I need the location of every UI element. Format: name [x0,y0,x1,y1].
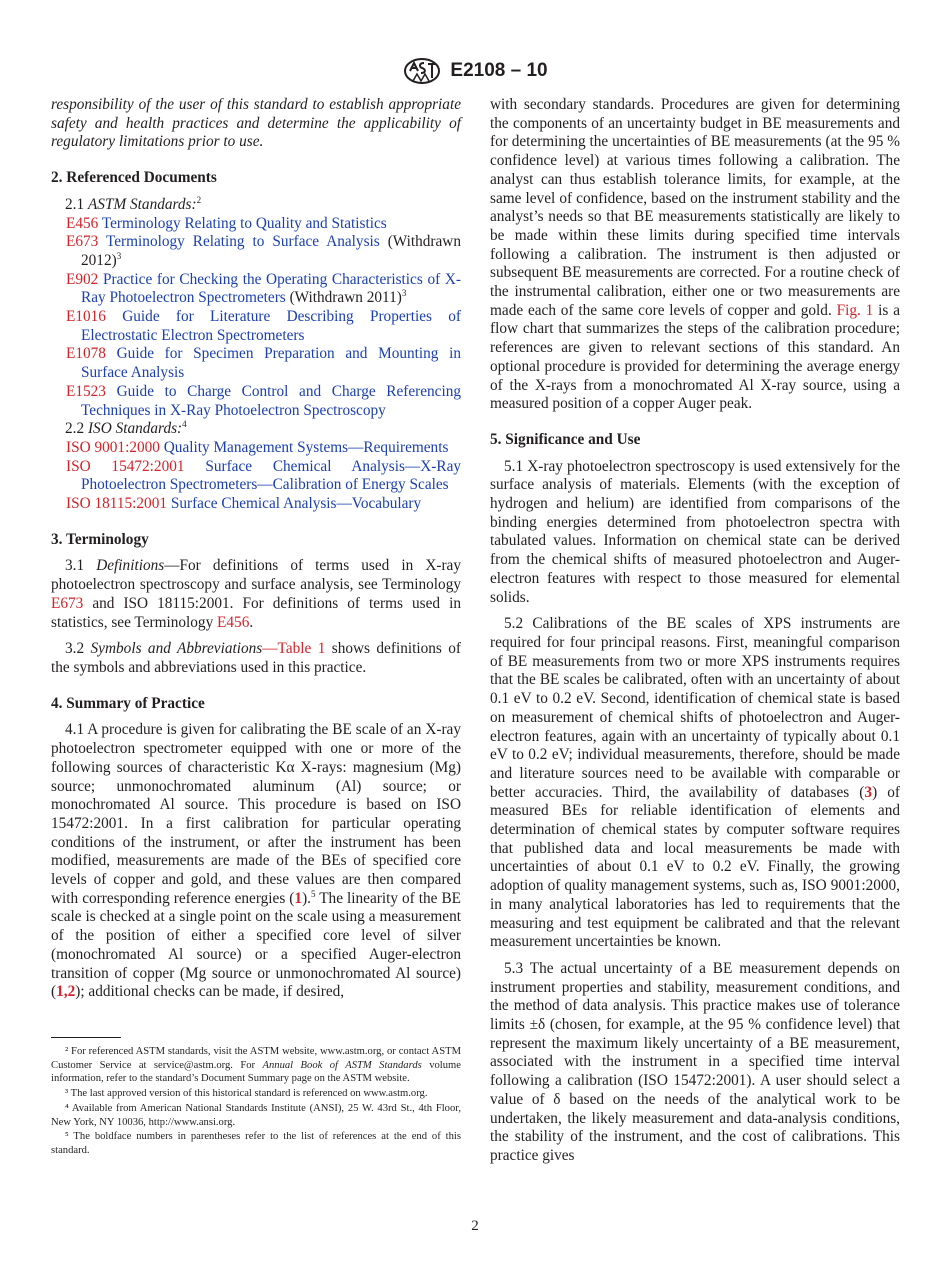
iso-ref-item[interactable]: ISO 18115:2001 Surface Chemical Analysis—Vocabulary [66,495,422,513]
ref-item[interactable]: E1523 Guide to Charge Control and Charge Referencing Techniques in X-Ray Photoelectron Spectroscopy [66,382,462,419]
ref-link[interactable]: 1,2 [56,983,76,1001]
ref-item[interactable]: E1016 Guide for Literature Describing Properties of Electrostatic Electron Spectrometers [66,308,461,344]
footnote-rule [51,1037,121,1038]
section-5-heading: 5. Significance and Use [490,430,641,448]
paragraph-3-1: 3.1 Definitions—For definitions of terms used in X-ray photoelectron spectroscopy and surface analysis, see Terminology E673 and ISO 18115:2001. For definitions of terms used in statistics, see Terminology E456. [51,557,461,631]
ref-item[interactable]: E456 Terminology Relating to Quality and Statistics [66,214,387,232]
link-e456[interactable]: E456 [217,613,250,631]
paragraph-5-1: 5.1 X-ray photoelectron spectroscopy is used extensively for the surface analysis of materials. Elements (with the exception of hydrogen and helium) are identified from comparisons of the binding energies determined from photoelectron spectra with tabulated values. Information on chemical state can be derived from the chemical shifts of measured photoelectron and Auger-electron features with respect to those measured for elemental solids. [490,457,900,606]
iso-ref-item[interactable]: ISO 15472:2001 Surface Chemical Analysis—X-Ray Photoelectron Spectrometers—Calibration of Energy Scales [66,457,462,494]
page-number: 2 [471,1218,479,1234]
link-e673[interactable]: E673 [51,594,84,612]
paragraph-4-1: 4.1 A procedure is given for calibrating the BE scale of an X-ray photoelectron spectrometer equipped with one or more of the following sources of characteristic Kα X-rays: magnesium (Mg) source; unmonochromated aluminum (Al) source; or monochromated Al source. This procedure is based on ISO 15472:2001. In a first calibration for particular operating conditions of the instrument, or after the instrument has been modified, measurements are made of the BEs of specified core levels of copper and gold, and these values are then compared with corresponding reference energies (1).$^5$ The linearity of the BE scale is checked at a single point on the scale using a measurement of the position of either a specified core level of silver (monochromated Al source) or a specified Auger-electron transition of copper (Mg source or unmonochromated Al source) (1,2); additional checks can be made, if desired, [51,721,461,1001]
footnote-4: ⁴ Available from American National Standards Institute (ANSI), 25 W. 43rd St., 4th Floor, New York, NY 10036, http://www.ansi.org. [51,1102,461,1128]
ref-item[interactable]: E902 Practice for Checking the Operating Characteristics of X-Ray Photoelectron Spectrometers (Withdrawn 2011)$^3$ [66,270,461,307]
ref-item[interactable]: E1078 Guide for Specimen Preparation and Mounting in Surface Analysis [66,345,461,382]
footnotes [51,1045,461,1159]
astm-standards-label: 2.1 ASTM Standards:$^2$ [65,194,202,213]
left-column [51,96,461,1002]
intro-text: responsibility of the user of this standard to establish appropriate safety and health practices and determine the applicability of regulatory limitations prior to use. [51,96,461,151]
link-fig-1[interactable]: Fig. 1 [836,301,874,319]
paragraph-3-2: 3.2 Symbols and Abbreviations—Table 1 shows definitions of the symbols and abbreviations used in this practice. [51,640,461,676]
section-3-heading: 3. Terminology [51,530,149,548]
right-column [490,96,900,1166]
paragraph-4-1-continued: with secondary standards. Procedures are given for determining the components of an uncertainty budget in BE measurements and for determining the uncertainties of BE measurements (at the 95 % confidence level) at various times following a calibration. The analyst can thus establish tolerance limits, for example, at the same level of confidence, based on the instrument stability and the analyst’s needs so that BE measurements statistically are likely to be made within these limits during specified time intervals following a calibration. The instrument is then adjusted or subsequent BE measurements are corrected. For a routine check of the instrumental calibration, either one or two measurements are made each of the same core levels of copper and gold. Fig. 1 is a flow chart that summarizes the steps of the calibration procedure; references are given to relevant sections of this standard. An optional procedure is provided for determining the average energy of the X-rays from a monochromated Al X-ray source, using a measured position of a copper Auger peak. [490,96,900,413]
paragraph-5-3: 5.3 The actual uncertainty of a BE measurement depends on instrument properties and stability, measurement conditions, and the method of data analysis. This practice makes use of tolerance limits ±δ (chosen, for example, at the 95 % confidence level) that represent the maximum likely uncertainty of a BE measurement, associated with the instrument in a specified time interval following a calibration (ISO 15472:2001). A user should select a value of δ based on the needs of the analytical work to be undertaken, the likely measurement and data-analysis conditions, the stability of the instrument, and the cost of calibrations. This practice gives [490,959,900,1164]
footnote-5: ⁵ The boldface numbers in parentheses refer to the list of references at the end of this standard. [51,1131,461,1156]
standard-designation: E2108 – 10 [450,60,548,81]
footnote-2: ² For referenced ASTM standards, visit the ASTM website, www.astm.org, or contact ASTM Customer Service at service@astm.org. For Annual Book of ASTM Standards volume information, refer to the standard’s Document Summary page on the ASTM website. [51,1046,461,1085]
section-4-heading: 4. Summary of Practice [51,694,205,712]
ref-item[interactable]: E673 Terminology Relating to Surface Analysis (Withdrawn 2012)$^3$ [66,233,461,269]
page-header [0,56,950,86]
section-2-heading: 2. Referenced Documents [51,169,217,187]
ref-link[interactable]: 1 [294,889,303,907]
link-table-1[interactable]: —Table 1 [262,640,326,658]
paragraph-5-2: 5.2 Calibrations of the BE scales of XPS instruments are required for four principal reasons. First, meaningful comparison of BE measurements from two or more XPS instruments requires that the BE scales be calibrated, often with an uncertainty of about 0.1 eV to 0.2 eV. Second, identification of chemical state is based on measurement of chemical shifts of photoelectron and Auger-electron features, again with an uncertainty of typically about 0.1 eV to 0.2 eV; individual measurements, therefore, should be made and literature sources need to be available with comparable or better accuracies. Third, the availability of databases (3) of measured BEs for reliable identification of elements and determination of chemical states by computer software requires that published data and local measurements be made with uncertainties of about 0.1 eV to 0.2 eV. Finally, the growing adoption of quality management systems, such as, ISO 9001:2000, in many analytical laboratories has led to requirements that the measuring and test equipment be calibrated and that the relevant measurement uncertainties be known. [490,615,900,951]
astm-logo-icon [402,56,442,86]
ref-link[interactable]: 3 [864,783,873,801]
iso-standards-label: 2.2 ISO Standards:$^4$ [65,419,187,438]
iso-ref-item[interactable]: ISO 9001:2000 Quality Management Systems—Requirements [66,438,449,456]
footnote-3: ³ The last approved version of this historical standard is referenced on www.astm.org. [65,1088,428,1100]
